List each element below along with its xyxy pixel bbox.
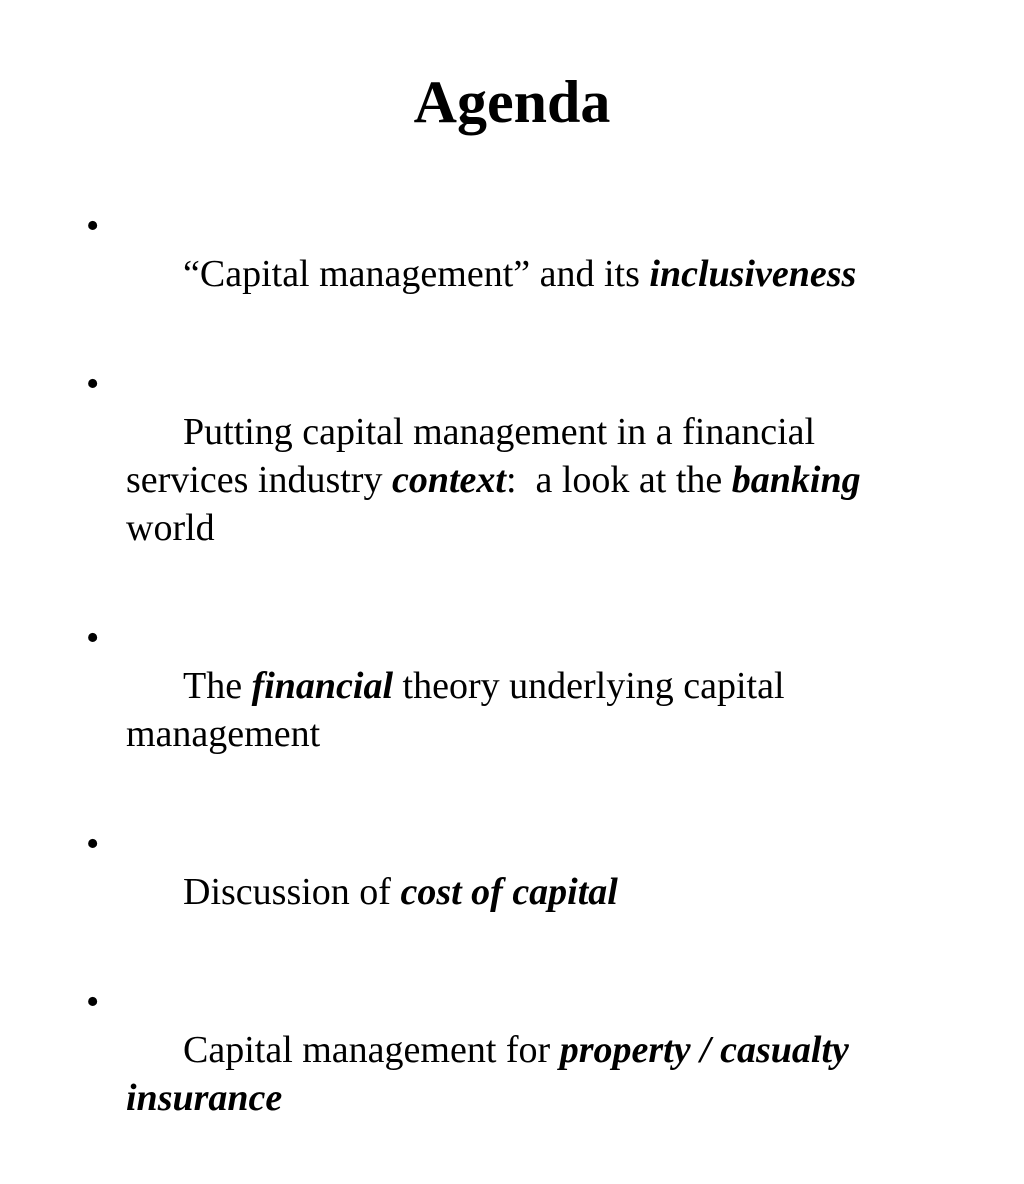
agenda-item-banking-context <box>86 360 946 600</box>
bullet-icon: • <box>86 823 100 865</box>
bullet-icon: • <box>86 617 100 659</box>
agenda-item-property-casualty <box>86 978 946 1170</box>
bullet-icon: • <box>86 205 100 247</box>
agenda-item-financial-theory <box>86 614 946 806</box>
agenda-item-capital-management <box>86 202 946 346</box>
agenda-item-text <box>183 253 856 295</box>
slide-title: Agenda <box>413 69 611 135</box>
text-segment: Discussion of <box>183 871 401 913</box>
agenda-item-cost-of-capital <box>86 820 946 964</box>
text-segment: world <box>126 459 871 549</box>
emphasis-text: context <box>391 459 506 501</box>
bullet-icon: • <box>86 363 100 405</box>
emphasis-text: property / casualty insurance <box>126 1029 859 1119</box>
emphasis-text: cost of capital <box>400 871 618 913</box>
agenda-item-text <box>126 665 794 755</box>
text-segment: “Capital management” and its <box>183 253 650 295</box>
emphasis-text: banking <box>731 459 861 501</box>
agenda-item-text <box>126 1029 858 1119</box>
emphasis-text: financial <box>251 665 394 707</box>
bullet-icon: • <box>86 981 100 1023</box>
text-segment: The <box>183 665 252 707</box>
emphasis-text: inclusiveness <box>649 253 857 295</box>
agenda-item-text <box>126 411 870 549</box>
text-segment: Putting capital management in a financial services industry <box>126 411 825 501</box>
agenda-item-text <box>183 871 618 913</box>
text-segment: : a look at the <box>505 459 732 501</box>
text-segment: Capital management for <box>183 1029 560 1071</box>
text-segment: theory underlying capital management <box>126 665 795 755</box>
agenda-list <box>86 202 946 1184</box>
